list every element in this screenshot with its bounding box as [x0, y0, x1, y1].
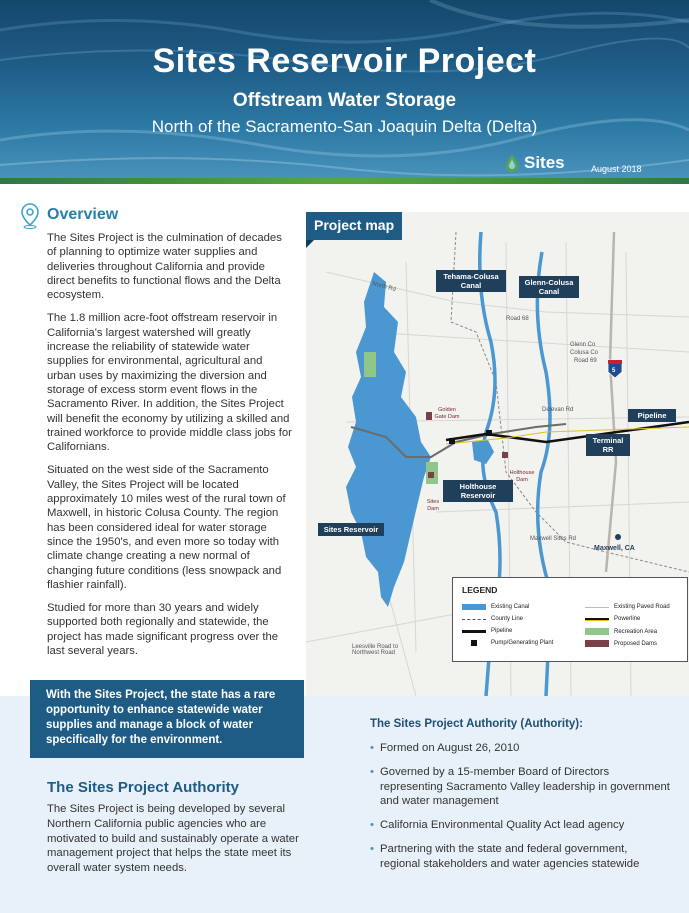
map-label-north-rd: North Rd: [371, 280, 397, 294]
map-label-maxwell-sites-rd: Maxwell Sites Rd: [530, 536, 577, 542]
bullet-icon: •: [370, 765, 374, 778]
powerline-swatch-icon: [585, 618, 609, 621]
bullet-icon: •: [370, 819, 374, 832]
legend-item: [462, 616, 523, 622]
list-item: • Formed on August 26, 2010: [370, 742, 520, 754]
overview-body: [47, 231, 293, 667]
list-item: • Partnering with the state and federal government, regional stakeholders and water agencies statewide: [370, 842, 640, 870]
map-label-colusa-co: Colusa Co: [570, 350, 599, 356]
list-item: • California Environmental Quality Act lead agency: [370, 819, 625, 832]
callout-box: With the Sites Project, the state has a rare opportunity to enhance statewide water supplies and manage a block of water specifically for the environment.: [30, 680, 304, 758]
interstate-5-shield-icon: 5: [612, 368, 616, 374]
map-legend: [452, 577, 688, 662]
map-label-sites-dam: Sites Dam: [426, 499, 440, 512]
green-divider-strip: [0, 178, 689, 184]
authority-facts-heading: The Sites Project Authority (Authority):: [370, 718, 583, 730]
dams-swatch-icon: [585, 640, 609, 647]
page-title: Sites Reservoir Project: [152, 42, 537, 80]
overview-paragraph: The Sites Project is the culmination of decades of planning to optimize water supplies and deliveries throughout California and provide direct benefits to functional flows and the Delta ecosystem.: [47, 232, 282, 302]
logo-text: Sites: [524, 153, 565, 172]
legend-label: Pipeline: [491, 628, 513, 634]
legend-item: [462, 640, 553, 646]
page-subtitle: Offstream Water Storage: [232, 90, 457, 111]
legend-item: [585, 616, 640, 622]
legend-label: Recreation Area: [614, 628, 658, 635]
water-drop-icon: [505, 153, 519, 173]
road-swatch-icon: [585, 607, 609, 608]
map-tab-label: Project map: [306, 212, 402, 240]
legend-label: Existing Canal: [491, 604, 530, 610]
list-item: • Governed by a 15-member Board of Directors representing Sacramento Valley leadership in government and water management: [370, 765, 670, 808]
overview-paragraph: The 1.8 million acre-foot offstream reservoir in California's largest watershed will greatly increase the reliability of statewide water supplies for environmental, agricultural and urban uses by maximizing the diversion and storage of excess storm event flows in the Sacramento River. In addition, the Sites Project will benefit the economy by utilizing a skilled and trained workforce to provide middle class jobs for Californians.: [47, 312, 292, 454]
legend-label: Pump/Generating Plant: [491, 640, 554, 646]
map-label-terminal: Terminal RR: [586, 434, 630, 456]
bullet-icon: •: [370, 842, 374, 855]
map-label-maxwell: Maxwell, CA: [594, 545, 635, 552]
map-label-glenn: Glenn-Colusa Canal: [519, 276, 579, 298]
legend-label: County Line: [491, 616, 524, 622]
authority-heading: The Sites Project Authority: [47, 779, 239, 796]
map-label-delevan-rd: Delevan Rd: [542, 407, 574, 413]
map-label-sites-reservoir: Sites Reservoir: [318, 523, 384, 536]
legend-item: [462, 604, 529, 610]
header-banner: [0, 0, 689, 184]
legend-label: Existing Paved Road: [614, 604, 670, 610]
project-map: [306, 212, 689, 696]
authority-facts-list: [370, 741, 670, 881]
county-line-swatch-icon: [462, 619, 486, 620]
pump-plant-swatch-icon: [462, 640, 486, 646]
map-label-holthouse: Holthouse Reservoir: [443, 480, 513, 502]
map-label-holthouse-dam: Holthouse Dam: [509, 470, 535, 483]
publication-date: August 2018: [591, 164, 642, 174]
legend-item: [585, 604, 670, 610]
legend-label: Powerline: [614, 616, 641, 622]
map-label-tehama: Tehama-Colusa Canal: [436, 270, 506, 292]
location-pin-icon: [20, 203, 40, 229]
legend-label: Proposed Dams: [614, 640, 658, 647]
recreation-swatch-icon: [585, 628, 609, 635]
map-label-leesville-rd: Leesville Road to Northwest Road: [352, 644, 399, 656]
page-location: North of the Sacramento-San Joaquin Delta (Delta): [151, 117, 538, 136]
map-label-glenn-co: Glenn Co: [570, 342, 596, 348]
legend-item: [585, 640, 657, 647]
map-label-golden-gate-dam: Golden Gate Dam: [434, 407, 460, 420]
overview-paragraph: Situated on the west side of the Sacramento Valley, the Sites Project will be located approximately 10 miles west of the rural town of Maxwell, in historic Colusa County. The region has been considered ideal for water storage since the 1950's, and even more so today with climate change creating a new normal of changing future conditions (less snowpack and flashier rainfall).: [47, 464, 286, 591]
authority-body: The Sites Project is being developed by several Northern California public agencies who are motivated to build and sustainably operate a water management project that helps the state meet its overall water system needs.: [47, 803, 299, 875]
legend-item: [462, 628, 512, 634]
map-label-road-69: Road 69: [574, 358, 597, 364]
overview-heading: Overview: [47, 206, 119, 223]
bullet-icon: •: [370, 742, 374, 754]
map-label-pipeline: Pipeline: [628, 409, 676, 422]
overview-paragraph: Studied for more than 30 years and widely supported both regionally and statewide, the project has made significant progress over the last several years.: [47, 602, 279, 658]
map-label-road-68: Road 68: [506, 316, 529, 322]
pipeline-swatch-icon: [462, 630, 486, 633]
legend-title: LEGEND: [462, 585, 498, 595]
canal-swatch-icon: [462, 604, 486, 610]
sites-logo: [505, 153, 565, 173]
legend-item: [585, 628, 657, 635]
